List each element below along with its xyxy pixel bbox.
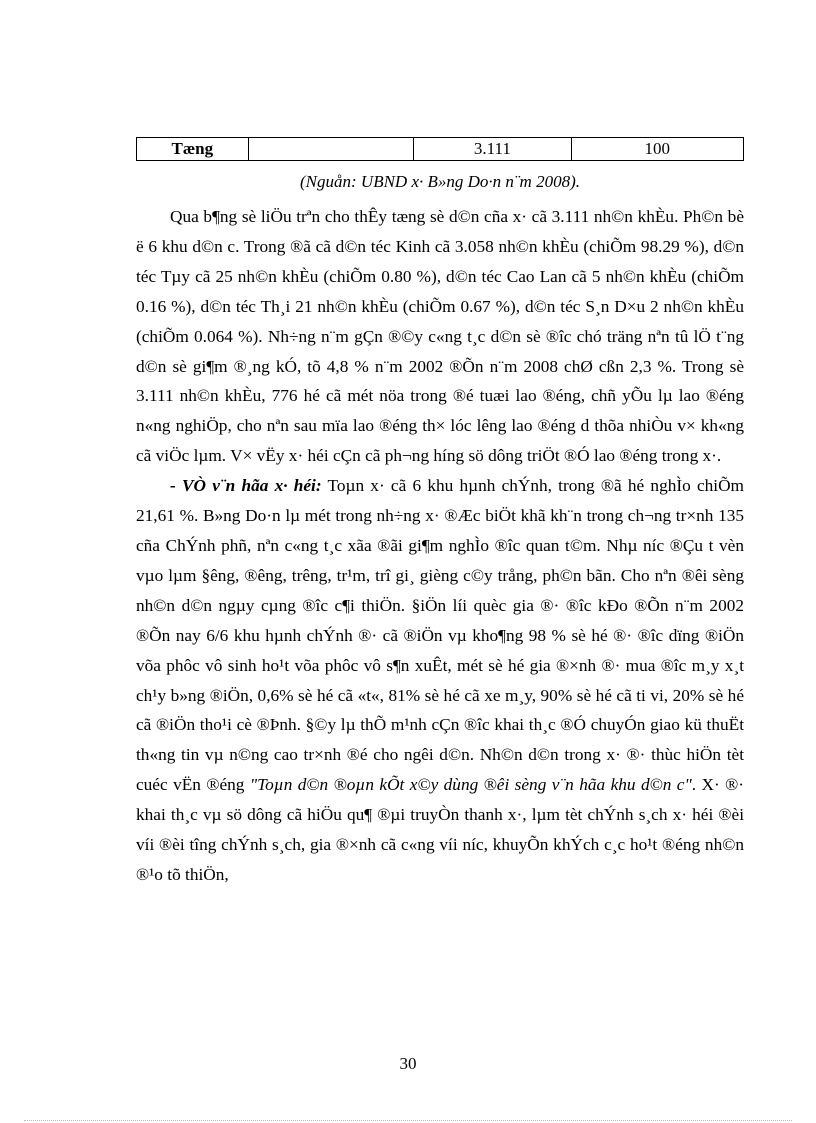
table-cell-population: 3.111 xyxy=(414,138,571,160)
paragraph-culture-end: . X· ®· khai th¸c vµ sö dông cã hiÖu qu¶ ®µi truyÒn thanh x·, lµm tèt chÝnh s¸ch x· héi ®èi víi ®èi tîng chÝnh s¸ch, gia ®×nh cã c«ng víi níc, khuyÕn khÝch c¸c ho¹t ®éng nh©n ®¹o tõ thiÖn, xyxy=(136,775,744,884)
footer-divider xyxy=(24,1120,792,1121)
table-cell-empty xyxy=(249,138,414,160)
section-heading: - VÒ v¨n hãa x· héi: xyxy=(170,476,322,496)
campaign-quote: "Toµn d©n ®oµn kÕt x©y dùng ®êi sèng v¨n hãa khu d©n c" xyxy=(249,775,692,795)
page-number: 30 xyxy=(399,1054,417,1073)
table-cell-label: Tæng xyxy=(137,138,249,160)
paragraph-culture-text: Toµn x· cã 6 khu hµnh chÝnh, trong ®ã hé nghÌo chiÕm 21,61 %. B»ng Do·n lµ mét trong nh÷ng x· ®Æc biÖt khã kh¨n trong ch¬ng tr×nh 135 cña ChÝnh phñ, nªn c«ng t¸c xãa ®ãi gi¶m nghÌo ®îc quan t©m. Nhµ níc ®Çu t vèn vµo lµm §êng, ®êng, trêng, tr¹m, trî gi¸ gièng c©y trång, ph©n bãn. Cho nªn ®êi sèng nh©n d©n ngµy cµng ®îc c¶i thiÖn. §iÖn líi quèc gia ®· ®îc kÐo ®Õn n¨m 2002 ®Õn nay 6/6 khu hµnh chÝnh ®· cã ®iÖn vµ kho¶ng 98 % sè hé ®· ®îc dïng ®iÖn võa phôc vô sinh ho¹t võa phôc vô s¶n xuÊt, mét sè hé gia ®×nh ®· mua ®îc m¸y x¸t ch¹y b»ng ®iÖn, 0,6% sè hé cã «t«, 81% sè hé cã xe m¸y, 90% sè hé cã ti vi, 20% sè hé cã ®iÖn tho¹i cè ®Þnh. §©y lµ thÕ m¹nh cÇn ®îc khai th¸c ®Ó chuyÓn giao kü thuËt th«ng tin vµ n©ng cao tr×nh ®é cho ngêi d©n. Nh©n d©n trong x· ®· thùc hiÖn tèt cuéc vËn ®éng xyxy=(136,476,744,795)
paragraph-culture xyxy=(136,471,744,890)
population-total-table xyxy=(136,137,744,161)
document-body xyxy=(136,202,744,890)
paragraph-population: Qua b¶ng sè liÖu trªn cho thÊy tæng sè d©n cña x· cã 3.111 nh©n khÈu. Ph©n bè ë 6 khu d©n c. Trong ®ã cã d©n téc Kinh cã 3.058 nh©n khÈu (chiÕm 98.29 %), d©n téc Tµy cã 25 nh©n khÈu (chiÕm 0.80 %), d©n téc Cao Lan cã 5 nh©n khÈu (chiÕm 0.16 %), d©n téc Th¸i 21 nh©n khÈu (chiÕm 0.67 %), d©n téc S¸n D×u 2 nh©n khÈu (chiÕm 0.064 %). Nh÷ng n¨m gÇn ®©y c«ng t¸c d©n sè ®îc chó träng nªn tû lÖ t¨ng d©n sè gi¶m ®¸ng kÓ, tõ 4,8 % n¨m 2002 ®Õn n¨m 2008 chØ cßn 2,3 %. Trong sè 3.111 nh©n khÈu, 776 hé cã mét nöa trong ®é tuæi lao ®éng, chñ yÕu lµ lao ®éng n«ng nghiÖp, cho nªn sau mïa lao ®éng th× lóc lêng lao ®éng d thõa nhiÒu v× kh«ng cã viÖc lµm. V× vËy x· héi cÇn cã ph¬ng híng sö dông triÖt ®Ó lao ®éng trong x·. xyxy=(136,207,744,466)
table-source-caption: (Nguån: UBND x· B»ng Do·n n¨m 2008). xyxy=(300,172,580,191)
table-cell-percent: 100 xyxy=(644,139,671,158)
